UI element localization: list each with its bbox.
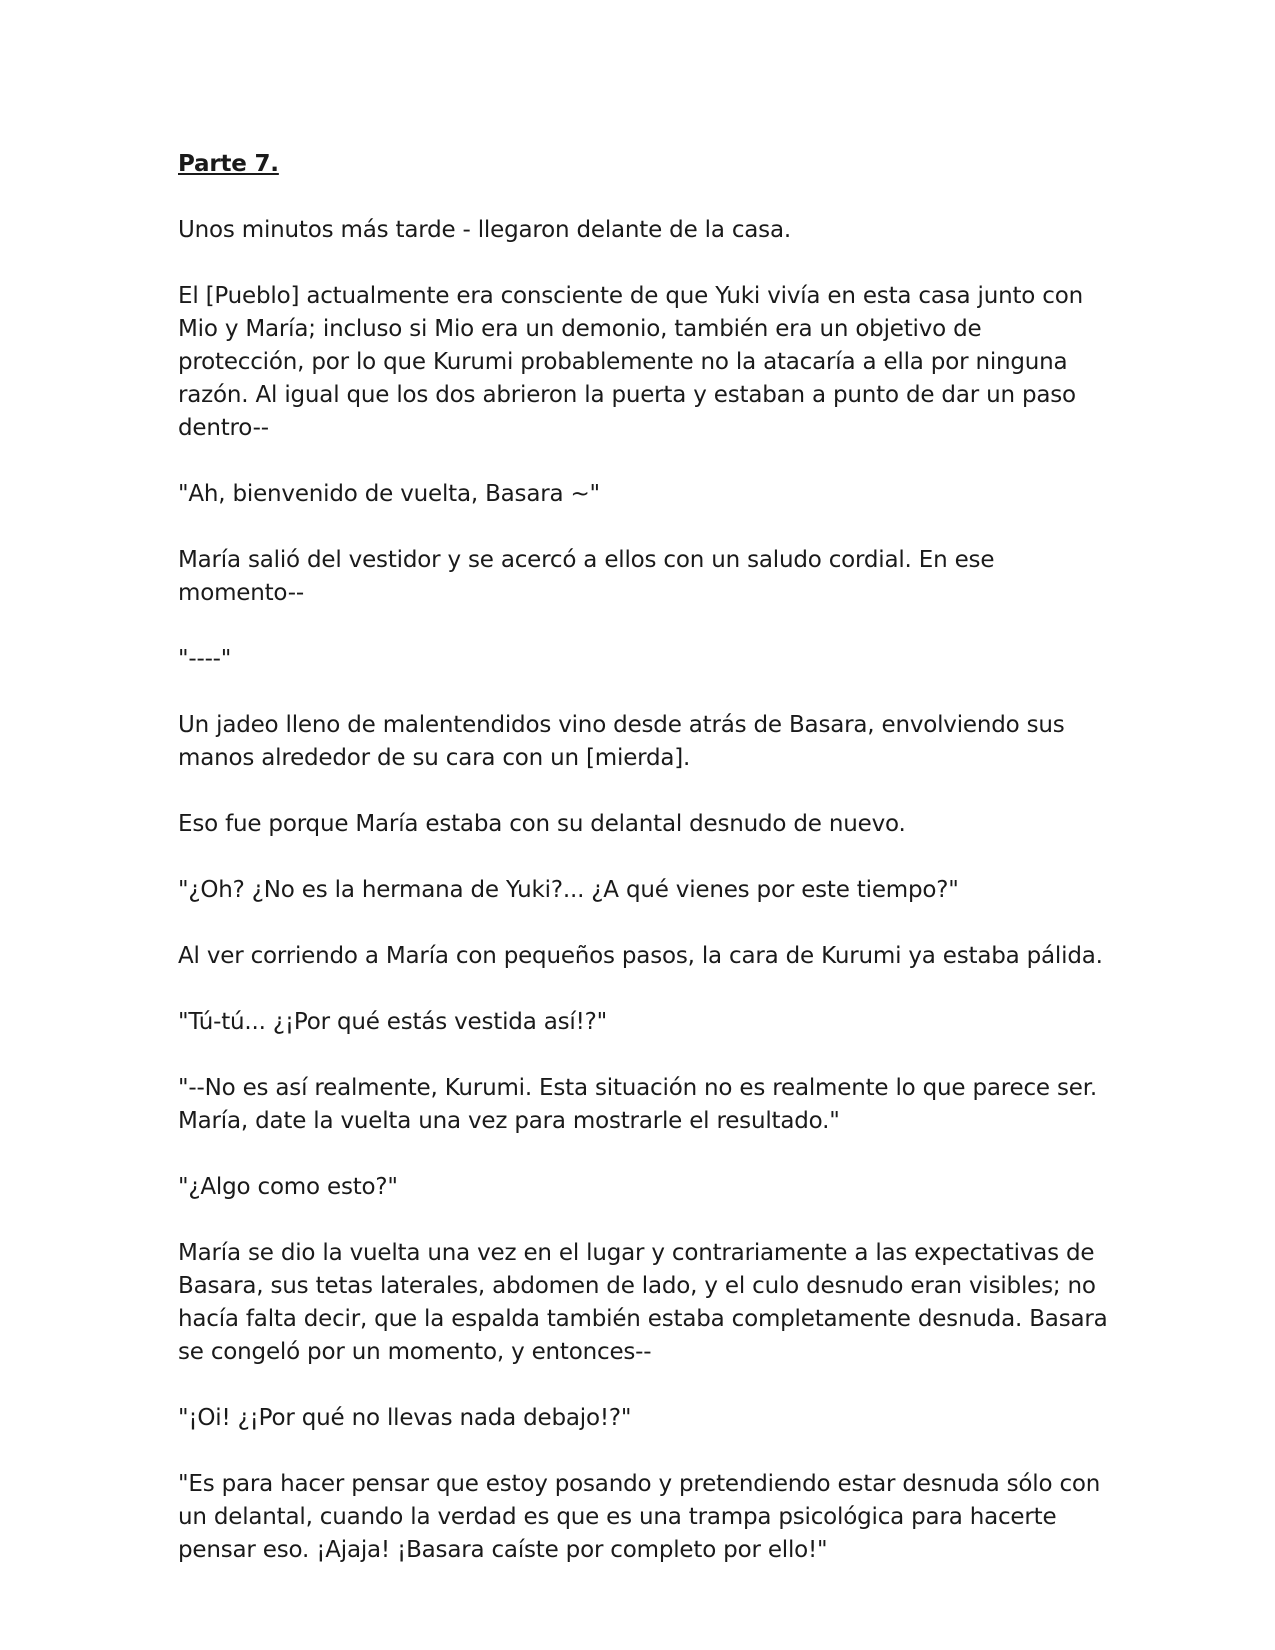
paragraph: "¡Oi! ¿¡Por qué no llevas nada debajo!?"	[178, 1405, 632, 1431]
paragraph: "----"	[178, 646, 232, 672]
paragraph: "¿Algo como esto?"	[178, 1174, 398, 1200]
document-body	[178, 148, 1108, 1600]
paragraph: Unos minutos más tarde - llegaron delante de la casa.	[178, 217, 791, 243]
paragraph: María salió del vestidor y se acercó a ellos con un saludo cordial. En ese momento--	[178, 547, 995, 606]
paragraph: El [Pueblo] actualmente era consciente de que Yuki vivía en esta casa junto con Mio y María; incluso si Mio era un demonio, también era un objetivo de protección, por lo que Kurumi probablemente no la atacaría a ella por ninguna razón. Al igual que los dos abrieron la puerta y estaban a punto de dar un paso dentro--	[178, 283, 1083, 441]
paragraph: Eso fue porque María estaba con su delantal desnudo de nuevo.	[178, 811, 906, 837]
paragraph: María se dio la vuelta una vez en el lugar y contrariamente a las expectativas de Basara, sus tetas laterales, abdomen de lado, y el culo desnudo eran visibles; no hacía falta decir, que la espalda también estaba completamente desnuda. Basara se congeló por un momento, y entonces--	[178, 1240, 1108, 1365]
paragraph: Un jadeo lleno de malentendidos vino desde atrás de Basara, envolviendo sus manos alrededor de su cara con un [mierda].	[178, 712, 1065, 771]
paragraph: Al ver corriendo a María con pequeños pasos, la cara de Kurumi ya estaba pálida.	[178, 943, 1103, 969]
paragraph: "--No es así realmente, Kurumi. Esta situación no es realmente lo que parece ser. María, date la vuelta una vez para mostrarle el resultado."	[178, 1075, 1097, 1134]
paragraph: "Es para hacer pensar que estoy posando y pretendiendo estar desnuda sólo con un delantal, cuando la verdad es que es una trampa psicológica para hacerte pensar eso. ¡Ajaja! ¡Basara caíste por completo por ello!"	[178, 1471, 1101, 1563]
section-heading: Parte 7.	[178, 151, 279, 177]
paragraph: "Ah, bienvenido de vuelta, Basara ~"	[178, 481, 600, 507]
paragraph: "Tú-tú... ¿¡Por qué estás vestida así!?"	[178, 1009, 607, 1035]
paragraph: "¿Oh? ¿No es la hermana de Yuki?... ¿A qué vienes por este tiempo?"	[178, 877, 959, 903]
